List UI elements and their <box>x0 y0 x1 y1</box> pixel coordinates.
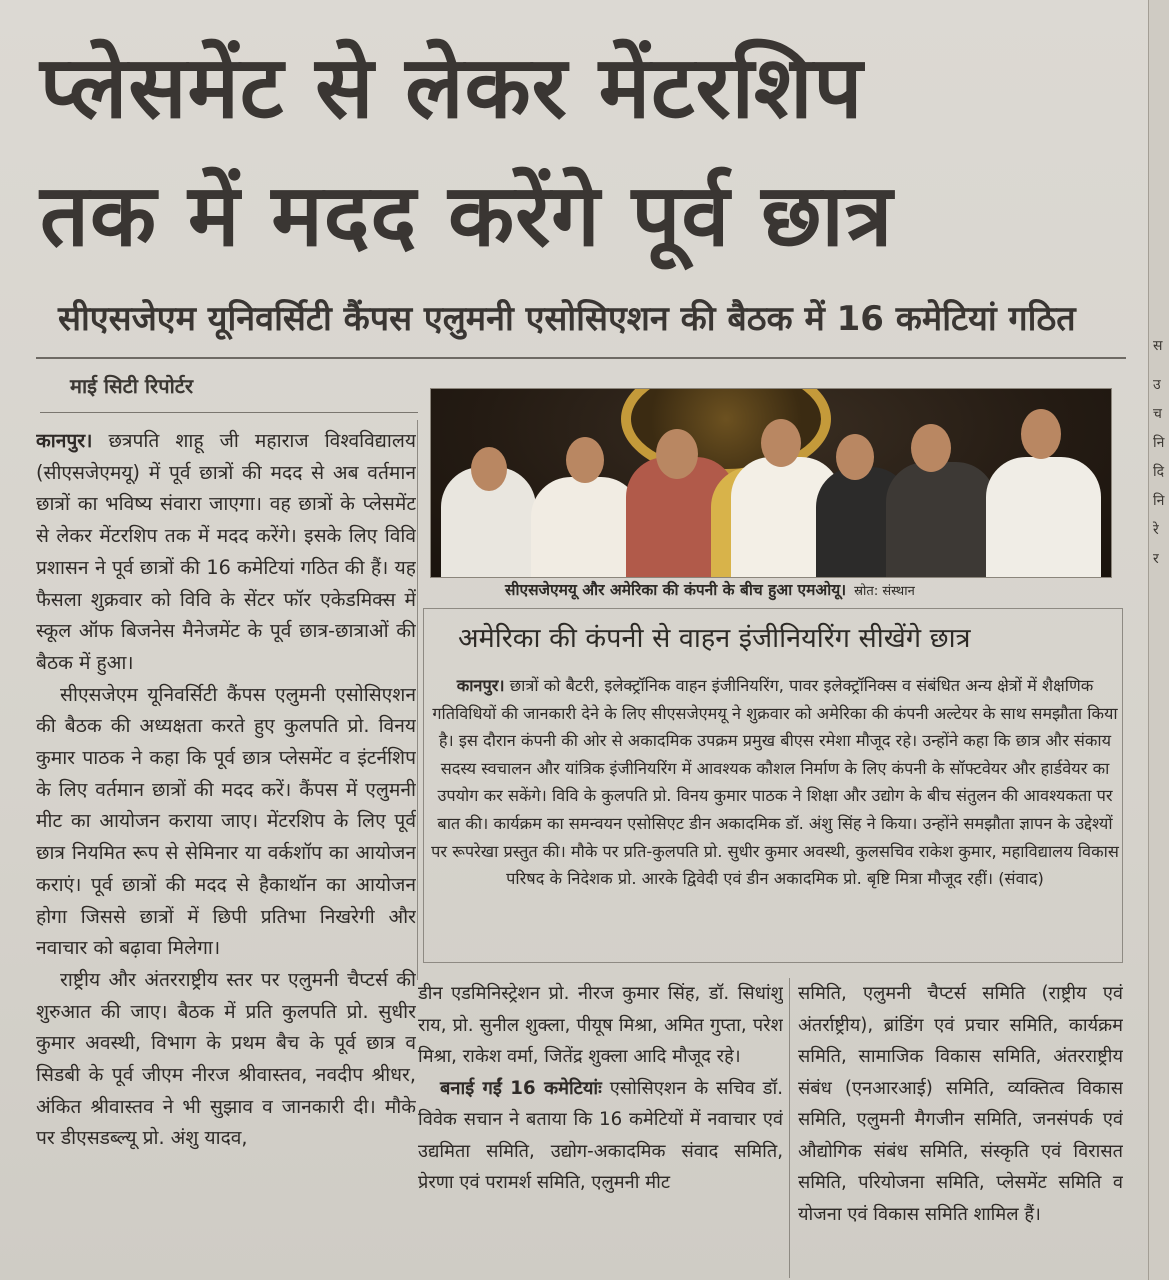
subsection-lead: बनाई गईं 16 कमेटियांः <box>440 1077 602 1099</box>
edge-letter: उ <box>1153 377 1161 393</box>
photo-person-head <box>1021 409 1061 459</box>
adjacent-column-edge <box>1148 0 1169 1280</box>
sidebar-story-title: अमेरिका की कंपनी से वाहन इंजीनियरिंग सीखेंगे छात्र <box>458 623 971 654</box>
photo-person <box>531 477 641 578</box>
divider <box>40 412 418 413</box>
caption-text: सीएसजेएमयू और अमेरिका की कंपनी के बीच हुआ एमओयू। <box>505 581 847 599</box>
photo-person <box>986 457 1101 578</box>
article-paragraph: समिति, एलुमनी चैप्टर्स समिति (राष्ट्रीय एवं अंतर्राष्ट्रीय), ब्रांडिंग एवं प्रचार समिति, कार्यक्रम समिति, सामाजिक विकास समिति, अंतरराष्ट्रीय संबंध (एनआरआई) समिति, व्यक्तित्व विकास समिति, एलुमनी मैगजीन समिति, जनसंपर्क एवं औद्योगिक संबंध समिति, संस्कृति एवं विरासत समिति, परियोजना समिति, प्लेसमेंट समिति व योजना एवं विकास समिति शामिल हैं। <box>798 983 1123 1225</box>
article-middle-column <box>418 978 783 1278</box>
article-paragraph <box>36 425 416 679</box>
dateline: कानपुर। <box>36 429 93 452</box>
article-right-column <box>798 978 1123 1278</box>
photo-person-head <box>836 434 874 480</box>
headline-line-2: तक में मदद करेंगे पूर्व छात्र <box>40 166 894 266</box>
byline: माई सिटी रिपोर्टर <box>70 374 194 398</box>
photo-person-head <box>656 429 698 479</box>
paragraph-text: छात्रों को बैटरी, इलेक्ट्रॉनिक वाहन इंजीनियरिंग, पावर इलेक्ट्रॉनिक्स व संबंधित अन्य क्षेत्रों में शैक्षणिक गतिविधियों की जानकारी देने के लिए सीएसजेएमयू ने शुक्रवार को अमेरिका की कंपनी अल्टेयर के साथ समझौता किया है। इस दौरान कंपनी की ओर से अकादमिक उपक्रम प्रमुख बीएस रमेशा मौजूद रहे। उन्होंने कहा कि छात्र और संकाय सदस्य स्वचालन और यांत्रिक इंजीनियरिंग में आवश्यक कौशल निर्माण के लिए कंपनी के सॉफ्टवेयर और हार्डवेयर का उपयोग कर सकेंगे। विवि के कुलपति प्रो. विनय कुमार पाठक ने शिक्षा और उद्योग के बीच संतुलन की आवश्यकता पर बात की। कार्यक्रम का समन्वयन एसोसिएट डीन अकादमिक डॉ. अंशु सिंह ने किया। उन्होंने समझौता ज्ञापन के उद्देश्यों पर रूपरेखा प्रस्तुत की। मौके पर प्रति-कुलपति प्रो. सुधीर कुमार अवस्थी, कुलसचिव राकेश कुमार, महाविद्यालय विकास परिषद के निदेशक प्रो. आरके द्विवेदी एवं डीन अकादमिक प्रो. बृष्टि मित्रा मौजूद रहीं। (संवाद) <box>431 676 1119 889</box>
photo-person-head <box>911 424 951 472</box>
photo-person-head <box>471 447 507 491</box>
edge-letter: नि <box>1153 493 1165 509</box>
news-photo <box>430 388 1112 578</box>
edge-letter: स <box>1153 338 1163 354</box>
column-divider <box>789 978 790 1278</box>
article-paragraph: डीन एडमिनिस्ट्रेशन प्रो. नीरज कुमार सिंह, डॉ. सिधांशु राय, प्रो. सुनील शुक्ला, पीयूष मिश्रा, अमित गुप्ता, परेश मिश्रा, राकेश वर्मा, जितेंद्र शुक्ला आदि मौजूद रहे। <box>418 983 783 1067</box>
edge-letter: नि <box>1153 435 1165 451</box>
photo-person-head <box>761 419 801 467</box>
article-paragraph: राष्ट्रीय और अंतरराष्ट्रीय स्तर पर एलुमनी चैप्टर्स की शुरुआत की जाए। बैठक में प्रति कुलपति प्रो. सुधीर कुमार अवस्थी, विभाग के प्रथम बैच के पूर्व छात्र व सिडबी के पूर्व जीएम नीरज श्रीवास्तव, नवदीप श्रीधर, अंकित श्रीवास्तव ने भी सुझाव व जानकारी दी। मौके पर डीएसडब्ल्यू प्रो. अंशु यादव, <box>36 967 416 1150</box>
article-left-column <box>36 425 416 1255</box>
article-paragraph: सीएसजेएम यूनिवर्सिटी कैंपस एलुमनी एसोसिएशन की बैठक की अध्यक्षता करते हुए कुलपति प्रो. विनय कुमार पाठक ने कहा कि पूर्व छात्र प्लेसमेंट व इंटर्नशिप के लिए वर्तमान छात्रों की मदद करें। कैंपस में एलुमनी मीट का आयोजन कराया जाए। मेंटरशिप के लिए पूर्व छात्र नियमित रूप से सेमिनार या वर्कशॉप का आयोजन कराएं। पूर्व छात्रों की मदद से हैकाथॉन का आयोजन होगा जिससे छात्रों में छिपी प्रतिभा निखरेगी और नवाचार को बढ़ावा मिलेगा। <box>36 682 416 960</box>
paragraph-text: छत्रपति शाहू जी महाराज विश्वविद्यालय (सीएसजेएमयू) में पूर्व छात्रों की मदद से अब वर्तमान छात्रों का भविष्य संवारा जाएगा। वह छात्रों के प्लेसमेंट से लेकर मेंटरशिप तक में मदद करेंगे। इसके लिए विवि प्रशासन ने पूर्व छात्रों की 16 कमेटियां गठित की हैं। यह फैसला शुक्रवार को विवि के सेंटर फॉर एकेडमिक्स में स्कूल ऑफ बिजनेस मैनेजमेंट के पूर्व छात्र-छात्राओं की बैठक में हुआ। <box>36 429 416 674</box>
dateline: कानपुर। <box>456 676 505 695</box>
headline-line-1: प्लेसमेंट से लेकर मेंटरशिप <box>40 38 864 138</box>
photo-caption <box>505 578 915 600</box>
photo-person-head <box>566 437 604 483</box>
photo-source: स्रोत: संस्थान <box>854 584 915 599</box>
edge-letter: रे <box>1153 522 1159 538</box>
subheadline: सीएसजेएम यूनिवर्सिटी कैंपस एलुमनी एसोसिएशन की बैठक में 16 कमेटियां गठित <box>58 299 1076 339</box>
edge-letter: दि <box>1153 464 1165 480</box>
photo-person <box>886 462 996 578</box>
paragraph-text: एसोसिएशन के सचिव डॉ. विवेक सचान ने बताया कि 16 कमेटियों में नवाचार एवं उद्यमिता समिति, उद्योग-अकादमिक संवाद समिति, प्रेरणा एवं परामर्श समिति, एलुमनी मीट <box>418 1077 783 1193</box>
edge-letter: र <box>1153 551 1159 567</box>
divider <box>36 357 1126 359</box>
article-paragraph <box>418 1073 783 1199</box>
headline <box>40 24 1140 280</box>
column-divider <box>417 420 418 980</box>
edge-letter: च <box>1153 406 1162 422</box>
sidebar-story-text <box>430 672 1120 893</box>
